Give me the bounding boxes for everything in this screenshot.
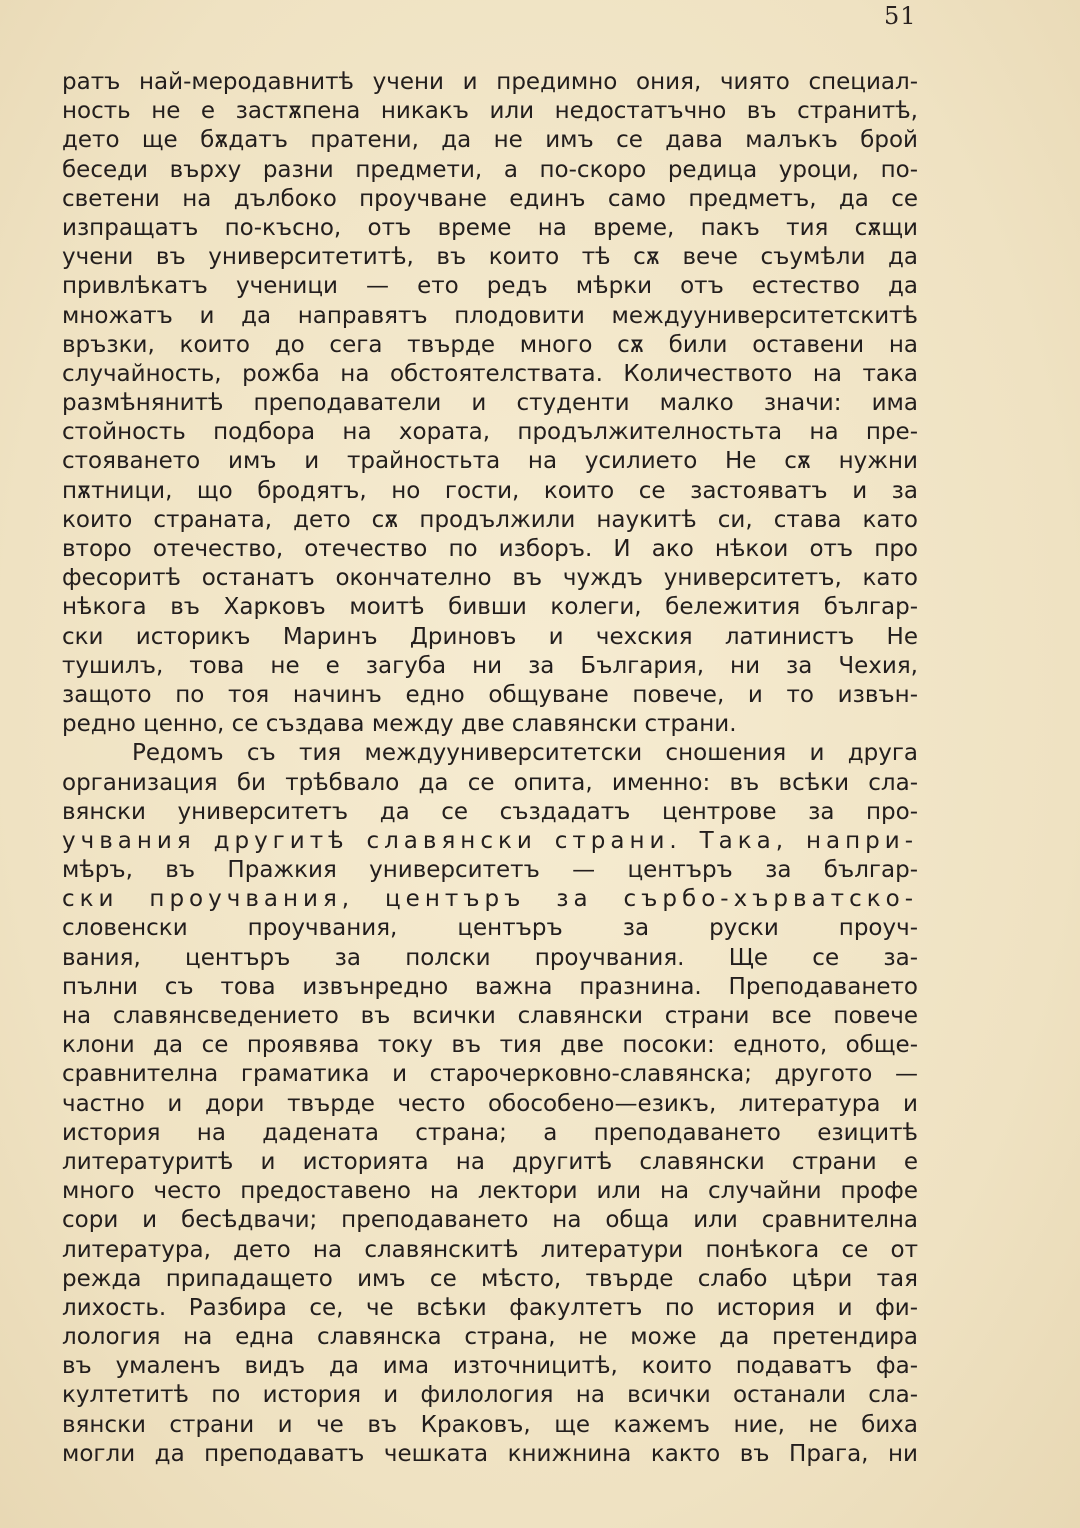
text-line: учвания другитѣ славянски страни. Така, напри- xyxy=(62,827,918,854)
text-line: беседи върху разни предмети, а по-скоро редица уроци, по- xyxy=(62,156,918,183)
text-line: размѣнянитѣ преподаватели и студенти малко значи: има xyxy=(62,390,918,417)
text-line: които страната, дето сѫ продължили наукитѣ си, става като xyxy=(62,506,918,533)
text-line: ски историкъ Маринъ Дриновъ и чехския латинистъ Не xyxy=(62,623,918,650)
text-line: ность не е застѫпена никакъ или недостатъчно въ странитѣ, xyxy=(62,98,918,125)
text-line: вянски страни и че въ Краковъ, ще кажемъ ние, не биха xyxy=(62,1411,918,1438)
text-line: литература, дето на славянскитѣ литератури понѣкога се от xyxy=(62,1236,918,1263)
text-line: ски проучвания, центъръ за сърбо-хърватско- xyxy=(62,886,918,913)
text-line: учени въ университетитѣ, въ които тѣ сѫ вече съумѣли да xyxy=(62,244,918,271)
text-line: могли да преподаватъ чешката книжнина както въ Прага, ни xyxy=(62,1440,918,1467)
text-line: словенски проучвания, центъръ за руски проуч- xyxy=(62,915,918,942)
text-line: култетитѣ по история и филология на всички останали сла- xyxy=(62,1382,918,1409)
text-line: лология на една славянска страна, не може да претендира xyxy=(62,1324,918,1351)
text-line: вания, центъръ за полски проучвания. Ще се за- xyxy=(62,944,918,971)
text-line: сравнителна граматика и старочерковно-славянска; другото — xyxy=(62,1061,918,1088)
text-line: клони да се проявява току въ тия две посоки: едното, обще- xyxy=(62,1032,918,1059)
text-line: дето ще бѫдатъ пратени, да не имъ се дава малъкъ брой xyxy=(62,127,918,154)
text-line: лихость. Разбира се, че всѣки факултетъ по история и фи- xyxy=(62,1294,918,1321)
text-line: на славянсведението въ всички славянски страни все повече xyxy=(62,1003,918,1029)
text-line: защото по тоя начинъ едно общуване повече, и то извън- xyxy=(62,681,918,708)
body-text xyxy=(62,68,918,1469)
paragraph-1 xyxy=(62,68,918,739)
paragraph-2 xyxy=(62,739,918,1469)
text-line: светени на дълбоко проучване единъ само предметъ, да се xyxy=(62,185,918,212)
text-line: въ умаленъ видъ да има източницитѣ, които подаватъ фа- xyxy=(62,1353,918,1380)
text-line: фесоритѣ останатъ окончателно въ чуждъ университетъ, като xyxy=(62,565,918,592)
text-line: вянски университетъ да се създадатъ центрове за про- xyxy=(62,798,918,825)
text-line: Редомъ съ тия междууниверситетски сношения и друга xyxy=(132,740,918,767)
text-line: ратъ най-меродавнитѣ учени и предимно ония, чиято специал- xyxy=(62,69,918,95)
text-line: стойность подбора на хората, продължителностьта на пре- xyxy=(62,419,918,446)
text-line: история на дадената страна; а преподаването езицитѣ xyxy=(62,1119,918,1146)
text-line: нѣкога въ Харковъ моитѣ бивши колеги, бележития българ- xyxy=(62,594,918,621)
text-line: множатъ и да направятъ плодовити междууниверситетскитѣ xyxy=(62,302,918,329)
text-line: режда припадащето имъ се мѣсто, твърде слабо цѣри тая xyxy=(62,1265,918,1292)
text-line: връзки, които до сега твърде много сѫ били оставени на xyxy=(62,331,918,358)
text-line: второ отечество, отечество по изборъ. И ако нѣкои отъ про xyxy=(62,536,918,562)
text-line: сори и бесѣдвачи; преподаването на обща или сравнителна xyxy=(62,1207,918,1234)
text-line: много често предоставено на лектори или на случайни профе xyxy=(62,1178,918,1205)
page-number: 51 xyxy=(884,2,917,30)
text-line: литературитѣ и историята на другитѣ славянски страни е xyxy=(62,1148,918,1175)
text-line: привлѣкатъ ученици — ето редъ мѣрки отъ естество да xyxy=(62,273,918,300)
text-line: пѫтници, що бродятъ, но гости, които се застояватъ и за xyxy=(62,477,918,504)
text-line: частно и дори твърде често обособено—езикъ, литература и xyxy=(62,1090,918,1117)
text-line: редно ценно, се създава между две славянски страни. xyxy=(62,711,737,738)
text-line: мѣръ, въ Пражкия университетъ — центъръ за българ- xyxy=(62,857,918,884)
text-line: случайность, рожба на обстоятелствата. Количеството на така xyxy=(62,360,918,387)
text-line: пълни съ това извънредно важна празнина. Преподаването xyxy=(62,973,918,1000)
text-line: организация би трѣбвало да се опита, именно: въ всѣки сла- xyxy=(62,769,918,796)
text-line: тушилъ, това не е загуба ни за България, ни за Чехия, xyxy=(62,652,918,679)
text-line: изпращатъ по-късно, отъ време на време, пакъ тия сѫщи xyxy=(62,214,918,241)
text-line: стояването имъ и трайностьта на усилието Не сѫ нужни xyxy=(62,448,918,475)
